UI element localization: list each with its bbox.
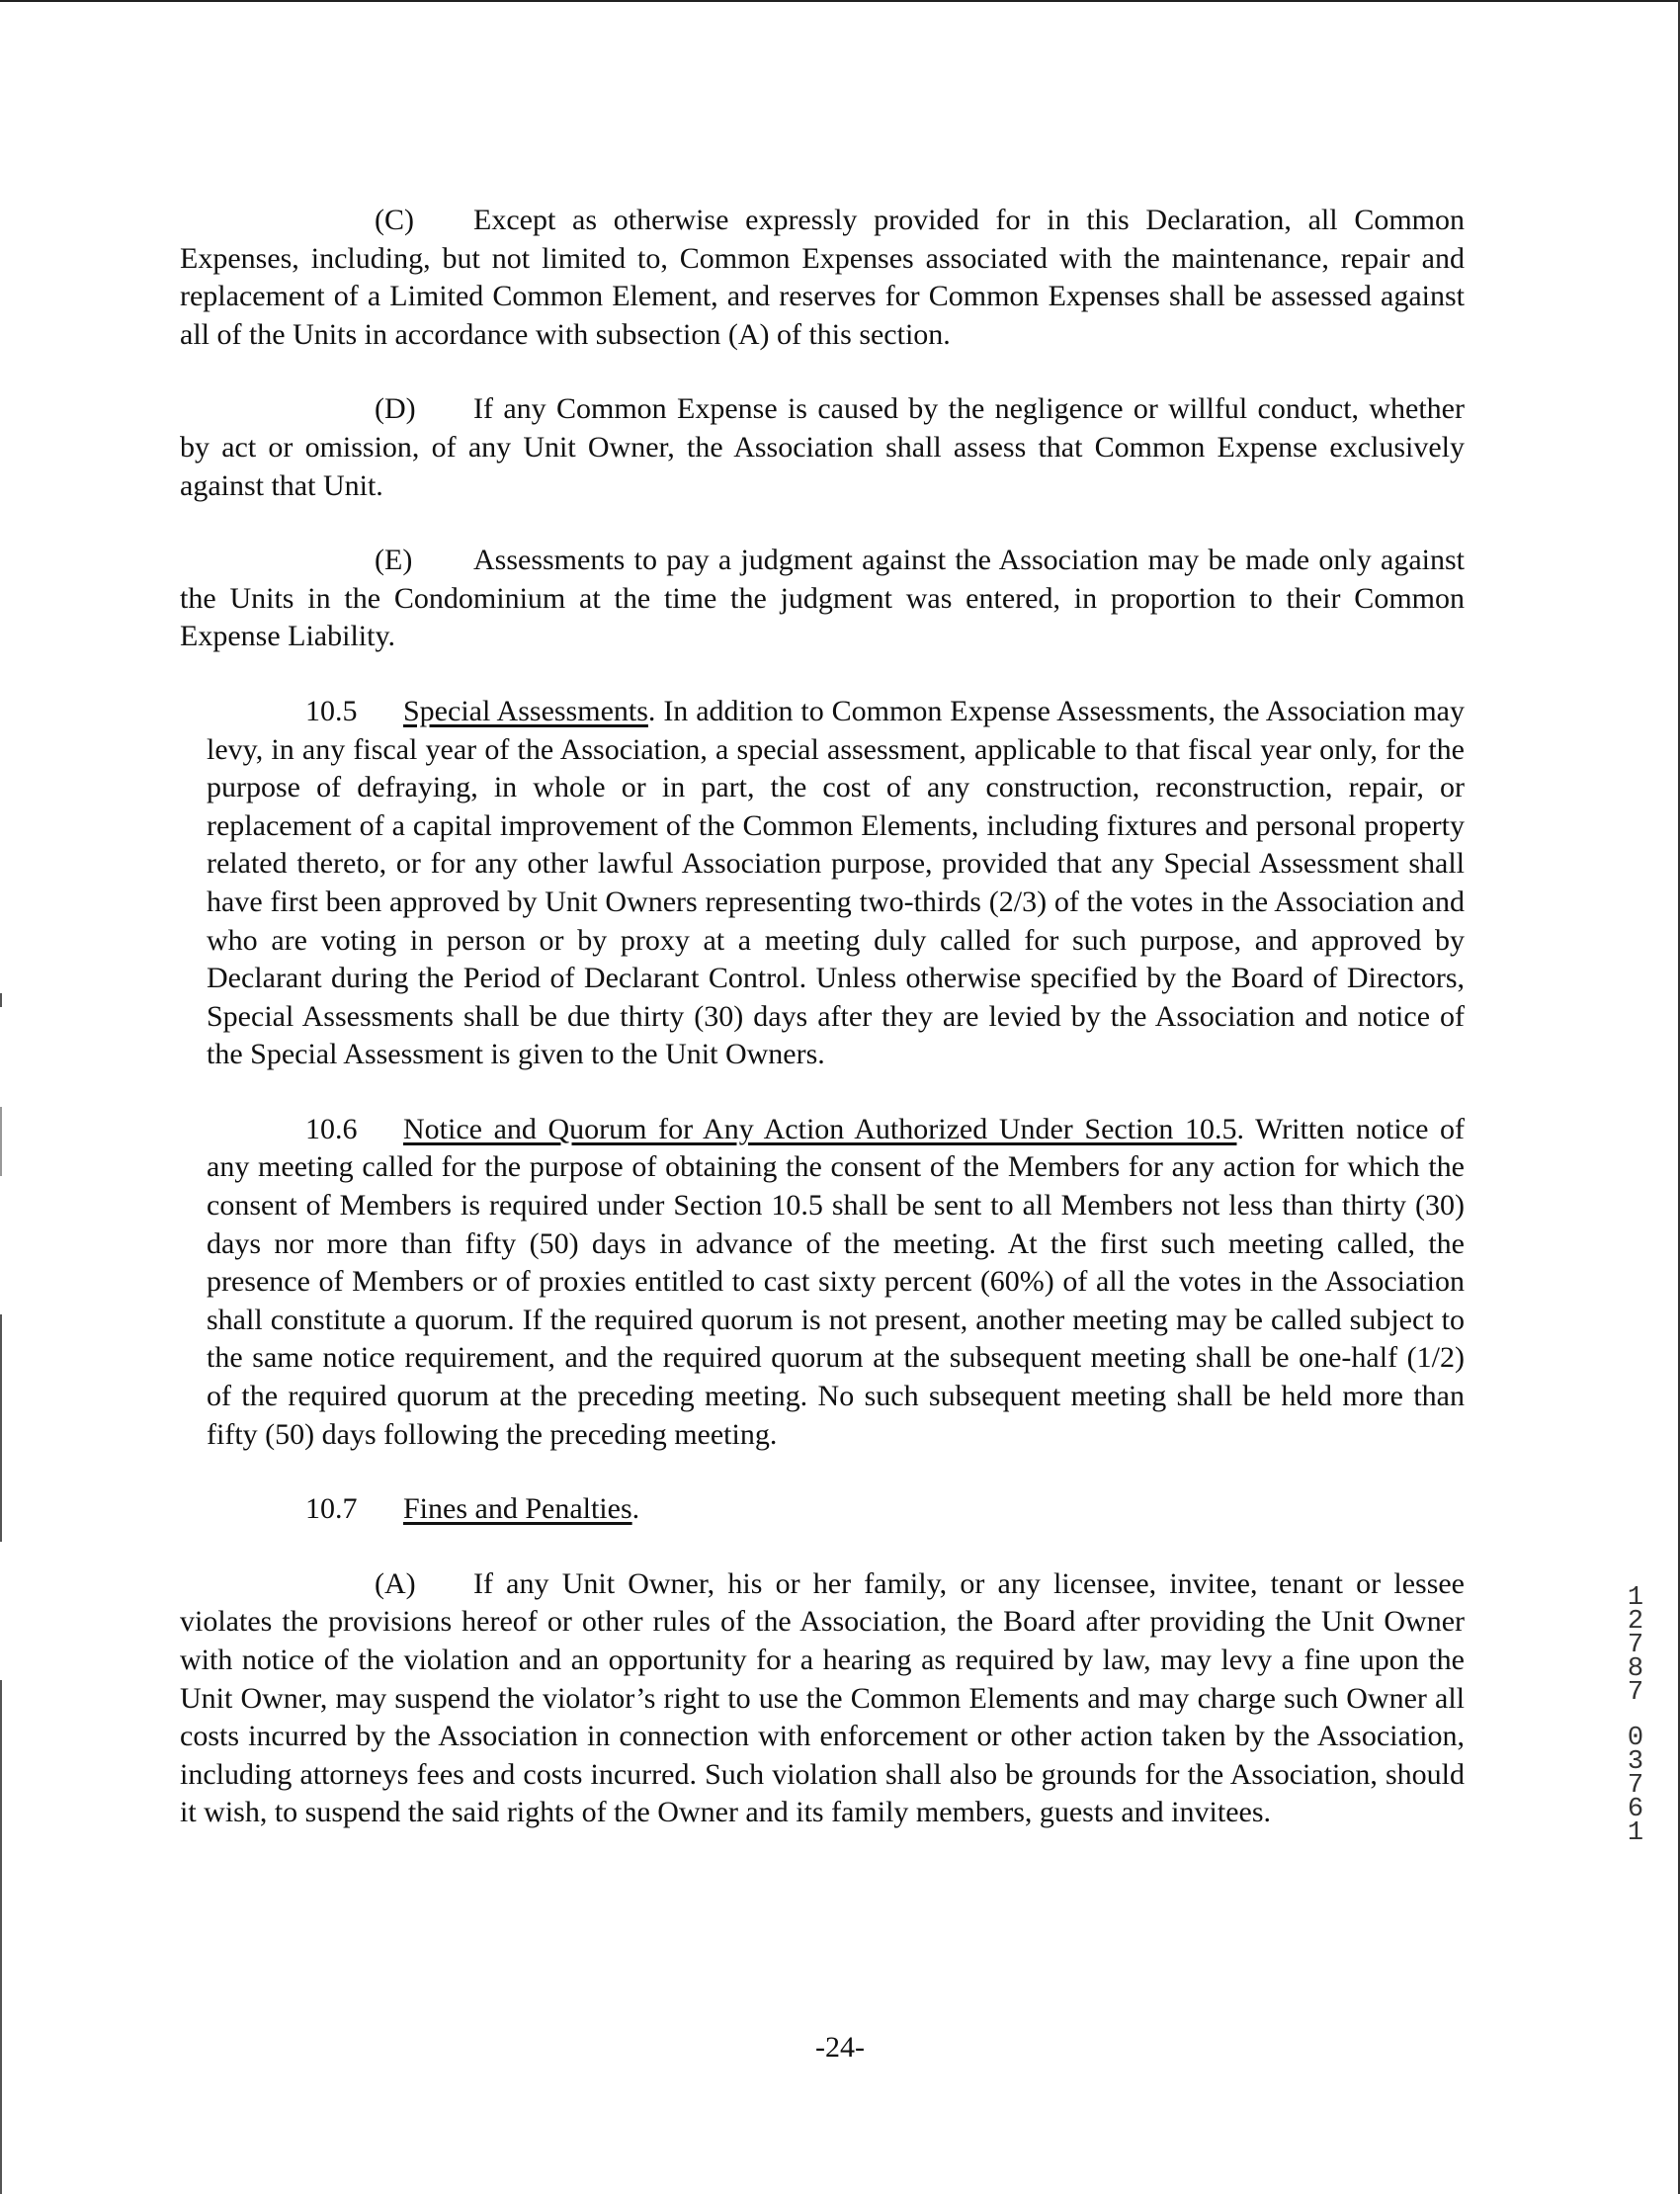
- section-number: 10.6: [305, 1112, 358, 1145]
- section-number: 10.5: [305, 694, 358, 727]
- paragraph-text: If any Common Expense is caused by the negligence or willful conduct, whether by act or omission, of any Unit Owner, the Association shall assess that Common Expense exclusively against that Unit.: [180, 392, 1465, 502]
- paragraph-e: [180, 542, 1465, 656]
- recording-stamp: [1621, 1583, 1650, 1848]
- section-text: . In addition to Common Expense Assessments, the Association may levy, in any fiscal year of the Association, a special assessment, applicable to that fiscal year only, for the purpose of defraying, in whole or in part, the cost of any construction, reconstruction, repair, or replacement of a capital improvement of the Common Elements, including fixtures and personal property related thereto, or for any other lawful Association purpose, provided that any Special Assessment shall have first been approved by Unit Owners representing two-thirds (2/3) of the votes in the Association and who are voting in person or by proxy at a meeting duly called for such purpose, and approved by Declarant during the Period of Declarant Control. Unless otherwise specified by the Board of Directors, Special Assessments shall be due thirty (30) days after they are levied by the Association and notice of the Special Assessment is given to the Unit Owners.: [207, 694, 1465, 1071]
- section-10-6: [207, 1111, 1465, 1454]
- section-title: Special Assessments: [403, 694, 648, 727]
- section-10-7: [207, 1490, 1465, 1529]
- section-title: Fines and Penalties: [403, 1492, 632, 1526]
- scan-top-border: [0, 0, 1680, 2]
- paragraph-label: (D): [375, 392, 416, 426]
- stamp-digit: 3: [1627, 1747, 1644, 1777]
- section-10-5: [207, 693, 1465, 1074]
- paragraph-label: (E): [375, 544, 413, 577]
- document-body: [180, 202, 1465, 1869]
- paragraph-text: If any Unit Owner, his or her family, or any licensee, invitee, tenant or lessee violates the provisions hereof or other rules of the Association, the Board after providing the Unit Owner with notice of the violation and an opportunity for a hearing as required by law, may levy a fine upon the Unit Owner, may suspend the violator’s right to use the Common Elements and may charge such Owner all costs incurred by the Association in connection with enforcement or other action taken by the Association, including attorneys fees and costs incurred. Such violation shall also be grounds for the Association, should it wish, to suspend the said rights of the Owner and its family members, guests and invitees.: [180, 1566, 1465, 1829]
- stamp-digit: 1: [1627, 1583, 1644, 1613]
- scan-left-mark: [0, 1680, 2, 2194]
- paragraph-text: Except as otherwise expressly provided for in this Declaration, all Common Expenses, including, but not limited to, Common Expenses associated with the maintenance, repair and replacement of a Limited Common Element, and reserves for Common Expenses shall be assessed against all of the Units in accordance with subsection (A) of this section.: [180, 204, 1465, 351]
- scan-left-mark: [0, 993, 2, 1007]
- paragraph-label: (C): [375, 204, 414, 236]
- paragraph-text: Assessments to pay a judgment against the Association may be made only against the Units in the Condominium at the time the judgment was entered, in proportion to their Common Expense Liability.: [180, 544, 1465, 653]
- section-number: 10.7: [305, 1492, 358, 1526]
- scan-left-mark: [0, 1107, 2, 1176]
- paragraph-10-7-a: [180, 1565, 1465, 1832]
- section-text: . Written notice of any meeting called for the purpose of obtaining the consent of the Members for any action for which the consent of Members is required under Section 10.5 shall be sent to all Members not less than thirty (30) days nor more than fifty (50) days in advance of the meeting. At the first such meeting called, the presence of Members or of proxies entitled to cast sixty percent (60%) of all the votes in the Association shall constitute a quorum. If the required quorum is not present, another meeting may be called subject to the same notice requirement, and the required quorum at the subsequent meeting shall be one-half (1/2) of the required quorum at the preceding meeting. No such subsequent meeting shall be held more than fifty (50) days following the preceding meeting.: [207, 1112, 1465, 1451]
- paragraph-label: (A): [375, 1566, 416, 1600]
- stamp-digit: 2: [1627, 1607, 1644, 1637]
- stamp-digit: 7: [1627, 1631, 1644, 1660]
- stamp-digit: 0: [1627, 1724, 1644, 1753]
- stamp-digit: 1: [1627, 1818, 1644, 1848]
- page-number: -24-: [815, 2031, 865, 2064]
- stamp-digit: 7: [1627, 1771, 1644, 1801]
- section-text: .: [631, 1492, 640, 1526]
- stamp-digit: 7: [1627, 1678, 1644, 1708]
- stamp-digit: 8: [1627, 1654, 1644, 1684]
- paragraph-d: [180, 390, 1465, 505]
- paragraph-c: [180, 202, 1465, 354]
- stamp-digit: 6: [1627, 1795, 1644, 1824]
- section-title: Notice and Quorum for Any Action Authorized Under Section 10.5: [403, 1112, 1237, 1145]
- scan-left-mark: [0, 1314, 2, 1542]
